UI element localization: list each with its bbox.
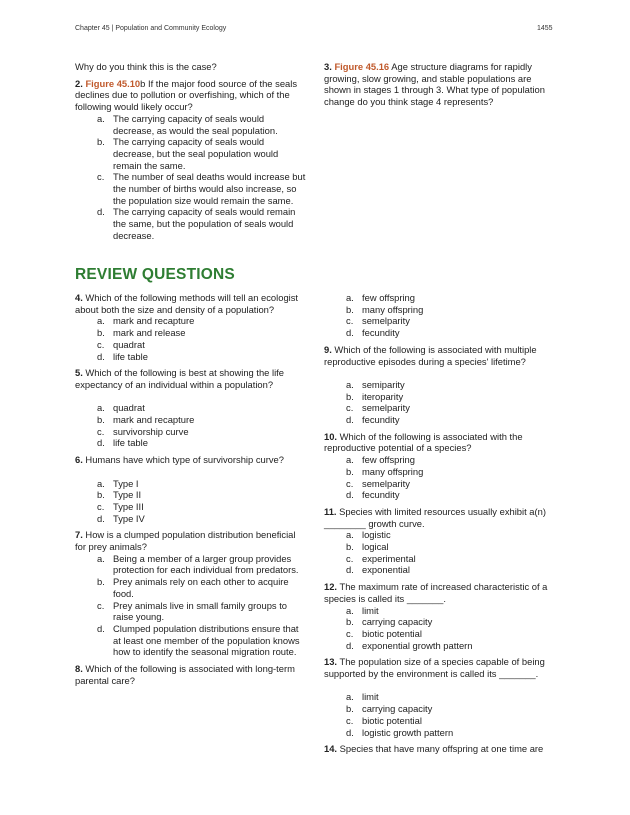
running-header-chapter: Chapter 45 | Population and Community Ecology xyxy=(75,25,227,32)
question-2-options xyxy=(75,113,307,242)
option: c. experimental xyxy=(346,552,416,564)
question-10: 10. Which of the following is associated with the reproductive potential of a species? a. few offspring b. many offspring c. semelparity d. fecundity xyxy=(324,431,556,501)
option: b. Prey animals rely on each other to acquire food. xyxy=(97,576,289,599)
question-text: b If the major food source of the seals declines due to pollution or overfishing, which of the following would likely occur? xyxy=(75,77,298,113)
option: c. survivorship curve xyxy=(97,425,189,437)
question-5: 5. Which of the following is best at showing the life expectancy of an individual within a population? a. quadrat b. mark and recapture c. survivorship curve d. life table xyxy=(75,367,307,449)
question-11: 11. Species with limited resources usually exhibit a(n) ________ growth curve. a. logistic b. logical c. experimental d. exponential xyxy=(324,506,556,576)
option: a. The carrying capacity of seals would decrease, as would the seal population. xyxy=(97,112,278,136)
question-12: 12. The maximum rate of increased characteristic of a species is called its _______. a. limit b. carrying capacity c. biotic potential d. exponential growth pattern xyxy=(324,581,556,651)
option: c. Type III xyxy=(97,500,144,512)
option: a. Type I xyxy=(97,477,139,489)
option: d. fecundity xyxy=(346,489,400,501)
option: c. semelparity xyxy=(346,315,410,327)
option: d. logistic growth pattern xyxy=(346,726,454,738)
question-7: 7. How is a clumped population distribution beneficial for prey animals? a. Being a member of a larger group provides protection for each individual from predators. b. Prey animals rely on each other to acquire food. c. Prey animals live in small family groups to raise young. d. Clumped population distributions ensure that at least one member of the population knows how to identify the seasonal migration route. xyxy=(75,529,307,658)
option: b. carrying capacity xyxy=(346,616,433,628)
question-13: 13. The population size of a species capable of being supported by the environment is called its _______. a. limit b. carrying capacity c. biotic potential d. logistic growth pattern xyxy=(324,656,556,738)
option: d. fecundity xyxy=(346,327,400,339)
option: c. semelparity xyxy=(346,477,410,489)
carry-over-line: Why do you think this is the case? xyxy=(75,61,217,72)
option: d. fecundity xyxy=(346,414,400,426)
option: b. mark and release xyxy=(97,327,186,339)
question-9: 9. Which of the following is associated with multiple reproductive episodes during a species' lifetime? a. semiparity b. iteroparity c. semelparity d. fecundity xyxy=(324,344,556,426)
option: a. mark and recapture xyxy=(97,315,195,327)
option: b. many offspring xyxy=(346,465,424,477)
option: b. iteroparity xyxy=(346,390,404,402)
question-8: 8. Which of the following is associated with long-term parental care? xyxy=(75,663,295,686)
option: b. mark and recapture xyxy=(97,414,195,426)
option: a. logistic xyxy=(346,529,391,541)
question-number: 2. xyxy=(75,77,83,89)
option: a. Being a member of a larger group provides protection for each individual from predators. xyxy=(97,552,299,576)
option: c. semelparity xyxy=(346,402,410,414)
option: b. Type II xyxy=(97,489,142,501)
top-left-column xyxy=(75,61,307,242)
review-right-column xyxy=(324,292,556,760)
review-left-column xyxy=(75,292,307,691)
option: a. limit xyxy=(346,604,379,616)
question-8-options xyxy=(324,292,556,339)
option: d. Type IV xyxy=(97,512,145,524)
option: c. The number of seal deaths would increase but the number of births would also increase, so the population size would remain the same. xyxy=(97,171,306,206)
option: d. life table xyxy=(97,437,148,449)
question-3-stem: 3. Figure 45.16 Age structure diagrams for rapidly growing, slow growing, and stable populations are shown in stages 1 through 3. What type of population change do you think stage 4 represents? xyxy=(324,61,545,108)
top-right-column xyxy=(324,61,556,108)
option: d. The carrying capacity of seals would remain the same, but the population of seals would decrease. xyxy=(97,206,296,241)
page-number: 1455 xyxy=(537,25,553,32)
option: c. Prey animals live in small family groups to raise young. xyxy=(97,599,288,623)
option: b. logical xyxy=(346,541,389,553)
option: d. life table xyxy=(97,350,148,362)
option: c. biotic potential xyxy=(346,627,422,639)
option: a. semiparity xyxy=(346,378,405,390)
question-14: 14. Species that have many offspring at one time are xyxy=(324,743,544,755)
option: b. The carrying capacity of seals would decrease, but the seal population would remain the same. xyxy=(97,136,279,171)
figure-link[interactable]: Figure 45.10 xyxy=(85,77,141,89)
option: d. Clumped population distributions ensure that at least one member of the population knows how to identify the seasonal migration route. xyxy=(97,622,300,658)
section-title: REVIEW QUESTIONS xyxy=(75,266,235,283)
option: c. quadrat xyxy=(97,338,145,350)
option: b. many offspring xyxy=(346,303,424,315)
option: c. biotic potential xyxy=(346,714,422,726)
option: a. few offspring xyxy=(346,454,415,466)
option: a. limit xyxy=(346,691,379,703)
figure-link[interactable]: Figure 45.16 xyxy=(334,61,390,72)
option: a. quadrat xyxy=(97,402,145,414)
option: b. carrying capacity xyxy=(346,703,433,715)
question-2-stem xyxy=(75,78,307,113)
option: d. exponential xyxy=(346,564,410,576)
option: d. exponential growth pattern xyxy=(346,639,473,651)
option: a. few offspring xyxy=(346,292,415,303)
question-4: 4. Which of the following methods will tell an ecologist about both the size and density of a population? a. mark and recapture b. mark and release c. quadrat d. life table xyxy=(75,292,307,362)
question-6: 6. Humans have which type of survivorship curve? a. Type I b. Type II c. Type III d. Type IV xyxy=(75,454,307,524)
